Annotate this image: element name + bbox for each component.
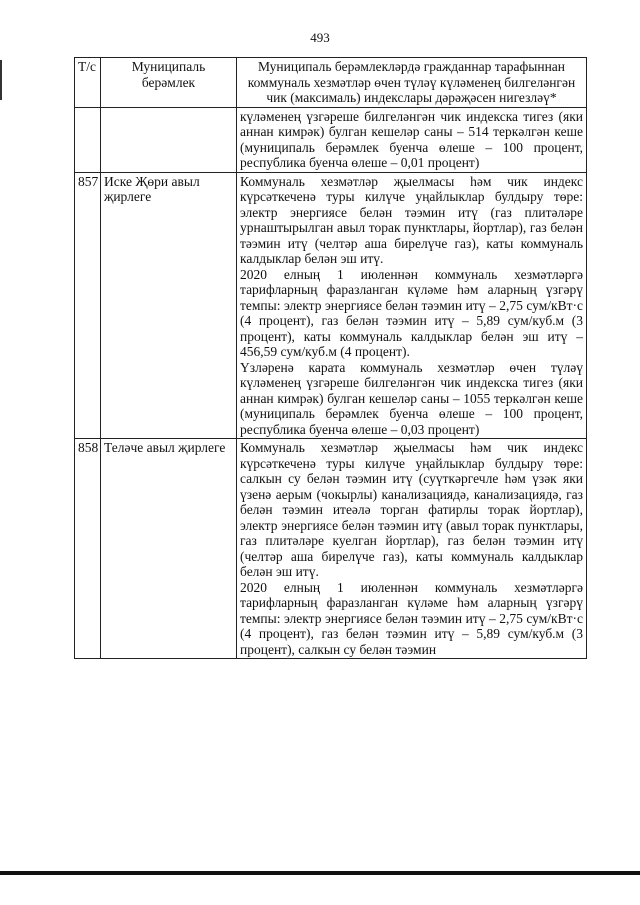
row-municipality [101, 107, 237, 172]
header-municipality: Муниципаль берәмлек [101, 58, 237, 108]
page-number: 493 [310, 30, 330, 45]
row-description [237, 107, 587, 172]
table-row [75, 439, 587, 659]
table-header-row [75, 58, 587, 108]
row-paragraph: 2020 елның 1 июленнән коммуналь хезмәтләргә тарифларның фаразланган күләме һәм аларның үзгәрү темпы: электр энергиясе белән тәэмин итү – 2,75 сум/кВт·с (4 процент), газ белән тәэмин итү – 5,89 сум/куб.м (3 процент), каты коммуналь калдыклар белән эш итү – 456,59 сум/куб.м (4 процент). [240, 266, 583, 359]
row-paragraph: 2020 елның 1 июленнән коммуналь хезмәтләргә тарифларның фаразланган күләме һәм аларның үзгәрү темпы: электр энергиясе белән тәэмин итү – 2,75 сум/кВт·с (4 процент), газ белән тәэмин итү – 5,89 сум/куб.м (3 процент), салкын су белән тәэмин [240, 579, 583, 657]
row-number: 858 [75, 439, 101, 659]
row-paragraph: Коммуналь хезмәтләр җыелмасы һәм чик индекс күрсәткеченә туры килүче уңайлыклар булдыру төре: салкын су белән тәэмин итү (суүткәргечле һәм үзәк яки үзенә аерым (чокырлы) канализациядә, канализациядә, газ белән тәэмин итеәлә торган фатирлы торак йортлар), электр энергиясе белән тәэмин итү (авыл торак пунктлары, газ плитәләре куелган йортлар), газ белән тәэмин итү (челтәр аша бирелүче газ), каты коммуналь калдыклар белән эш итү. [240, 440, 583, 579]
scan-bottom-bar [0, 871, 640, 875]
row-number [75, 107, 101, 172]
row-municipality: Теләче авыл җирлеге [101, 439, 237, 659]
table-row [75, 107, 587, 172]
row-paragraph: күләменең үзгәреше билгеләнгән чик индекска тигез (яки аннан кимрәк) булган кешеләр саны – 514 теркәлгән кеше (муниципаль берәмлек буенча өлеше – 100 процент, республика буенча өлеше – 0,01 процент) [240, 108, 583, 170]
row-number: 857 [75, 172, 101, 439]
table-row [75, 172, 587, 439]
scan-edge-mark [0, 60, 2, 100]
header-number: Т/с [75, 58, 101, 108]
row-description [237, 439, 587, 659]
row-description [237, 172, 587, 439]
row-paragraph: Үзләренә карата коммуналь хезмәтләр өчен түләү күләменең үзгәреше билгеләнгән чик индекска тигез (яки аннан кимрәк) булган кешеләр саны – 1055 теркәлгән кеше (муниципаль берәмлек буенча өлеше – 100 процент, республика буенча өлеше – 0,03 процент) [240, 359, 583, 437]
row-municipality: Иске Җөри авыл җирлеге [101, 172, 237, 439]
index-table [74, 57, 587, 659]
row-paragraph: Коммуналь хезмәтләр җыелмасы һәм чик индекс күрсәткеченә туры килүче уңайлыклар булдыру төре: электр энергиясе белән тәэмин итү (газ плитәләре урнаштырылган авыл торак пунктлары, йортлар), газ белән тәэмин итү (челтәр аша бирелүче газ), каты коммуналь калдыклар белән эш итү. [240, 173, 583, 266]
header-index: Муниципаль берәмлекләрдә гражданнар тарафыннан коммуналь хезмәтләр өчен түләү күләменең билгеләнгән чик (максималь) индекслары дәрәҗәсен нигезләү* [237, 58, 587, 108]
